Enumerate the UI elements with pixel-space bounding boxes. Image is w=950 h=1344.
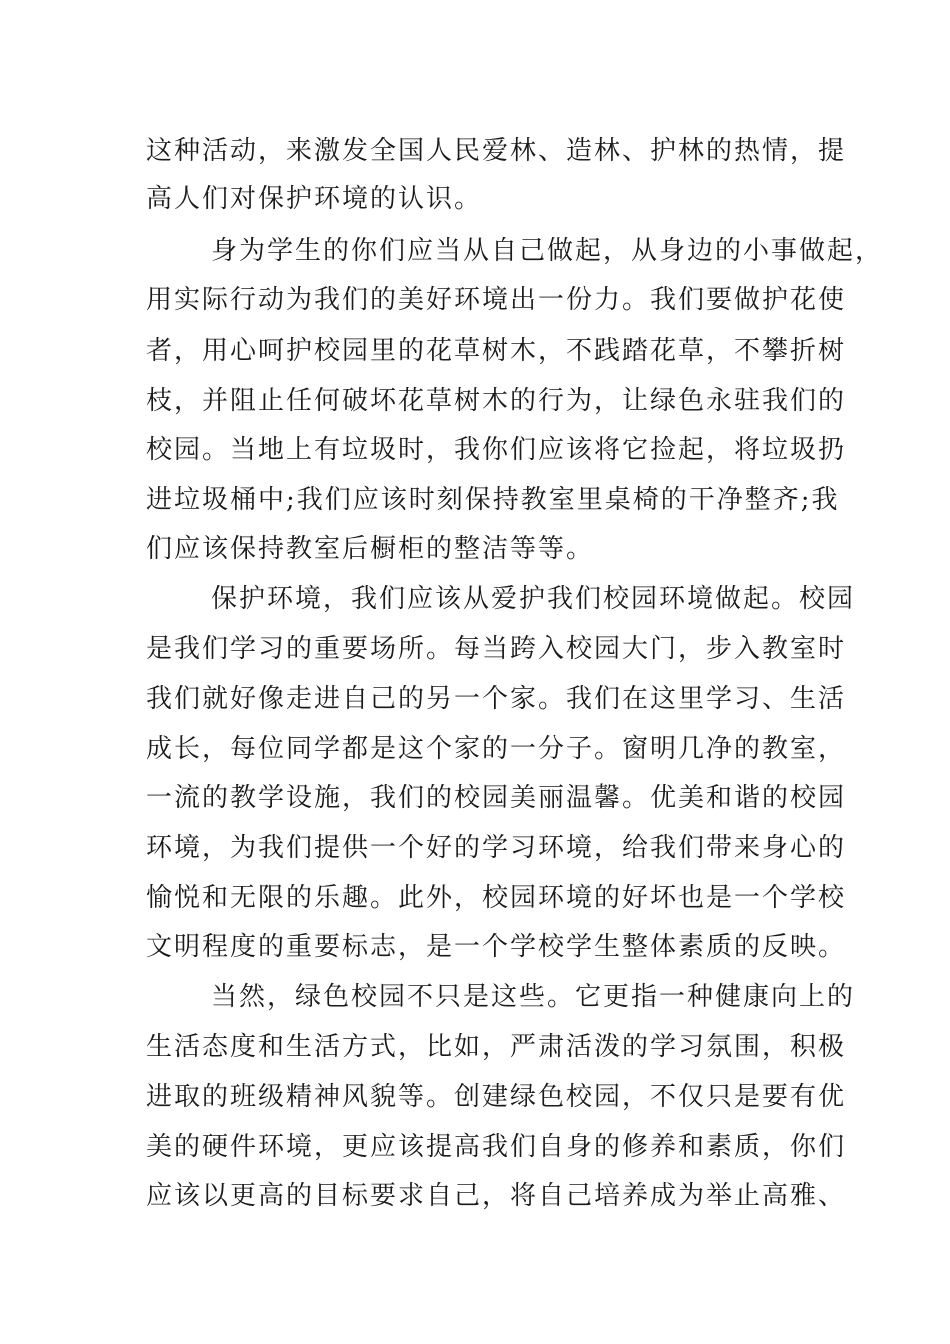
text-line: 一流的教学设施，我们的校园美丽温馨。优美和谐的校园 [146, 783, 847, 813]
text-line: 生活态度和生活方式，比如，严肃活泼的学习氛围，积极 [146, 1032, 847, 1062]
text-line-paragraph-start: 保护环境，我们应该从爱护我们校园环境做起。校园 [211, 584, 856, 614]
text-line: 进垃圾桶中;我们应该时刻保持教室里桌椅的干净整齐;我 [146, 485, 840, 515]
text-line: 成长，每位同学都是这个家的一分子。窗明几净的教室， [146, 734, 847, 764]
text-line: 我们就好像走进自己的另一个家。我们在这里学习、生活 [146, 684, 847, 714]
text-line: 愉悦和无限的乐趣。此外，校园环境的好坏也是一个学校 [146, 883, 847, 913]
text-line: 们应该保持教室后橱柜的整洁等等。 [146, 534, 595, 564]
text-line: 文明程度的重要标志，是一个学校学生整体素质的反映。 [146, 932, 847, 962]
text-line: 这种活动，来激发全国人民爱林、造林、护林的热情，提 [146, 136, 847, 166]
text-line: 者，用心呵护校园里的花草树木，不践踏花草，不攀折树 [146, 336, 847, 366]
text-line: 是我们学习的重要场所。每当跨入校园大门，步入教室时 [146, 634, 847, 664]
text-line-paragraph-start: 当然，绿色校园不只是这些。它更指一种健康向上的 [211, 982, 856, 1012]
text-line-paragraph-start: 身为学生的你们应当从自己做起，从身边的小事做起， [211, 236, 884, 266]
text-line: 用实际行动为我们的美好环境出一份力。我们要做护花使 [146, 285, 847, 315]
text-line: 进取的班级精神风貌等。创建绿色校园，不仅只是要有优 [146, 1082, 847, 1112]
text-line: 校园。当地上有垃圾时，我你们应该将它捡起，将垃圾扔 [146, 435, 847, 465]
text-line: 应该以更高的目标要求自己，将自己培养成为举止高雅、 [146, 1181, 847, 1211]
text-line: 枝，并阻止任何破坏花草树木的行为，让绿色永驻我们的 [146, 386, 847, 416]
text-line: 高人们对保护环境的认识。 [146, 184, 483, 214]
text-line: 环境，为我们提供一个好的学习环境，给我们带来身心的 [146, 833, 847, 863]
text-line: 美的硬件环境，更应该提高我们自身的修养和素质，你们 [146, 1132, 847, 1162]
